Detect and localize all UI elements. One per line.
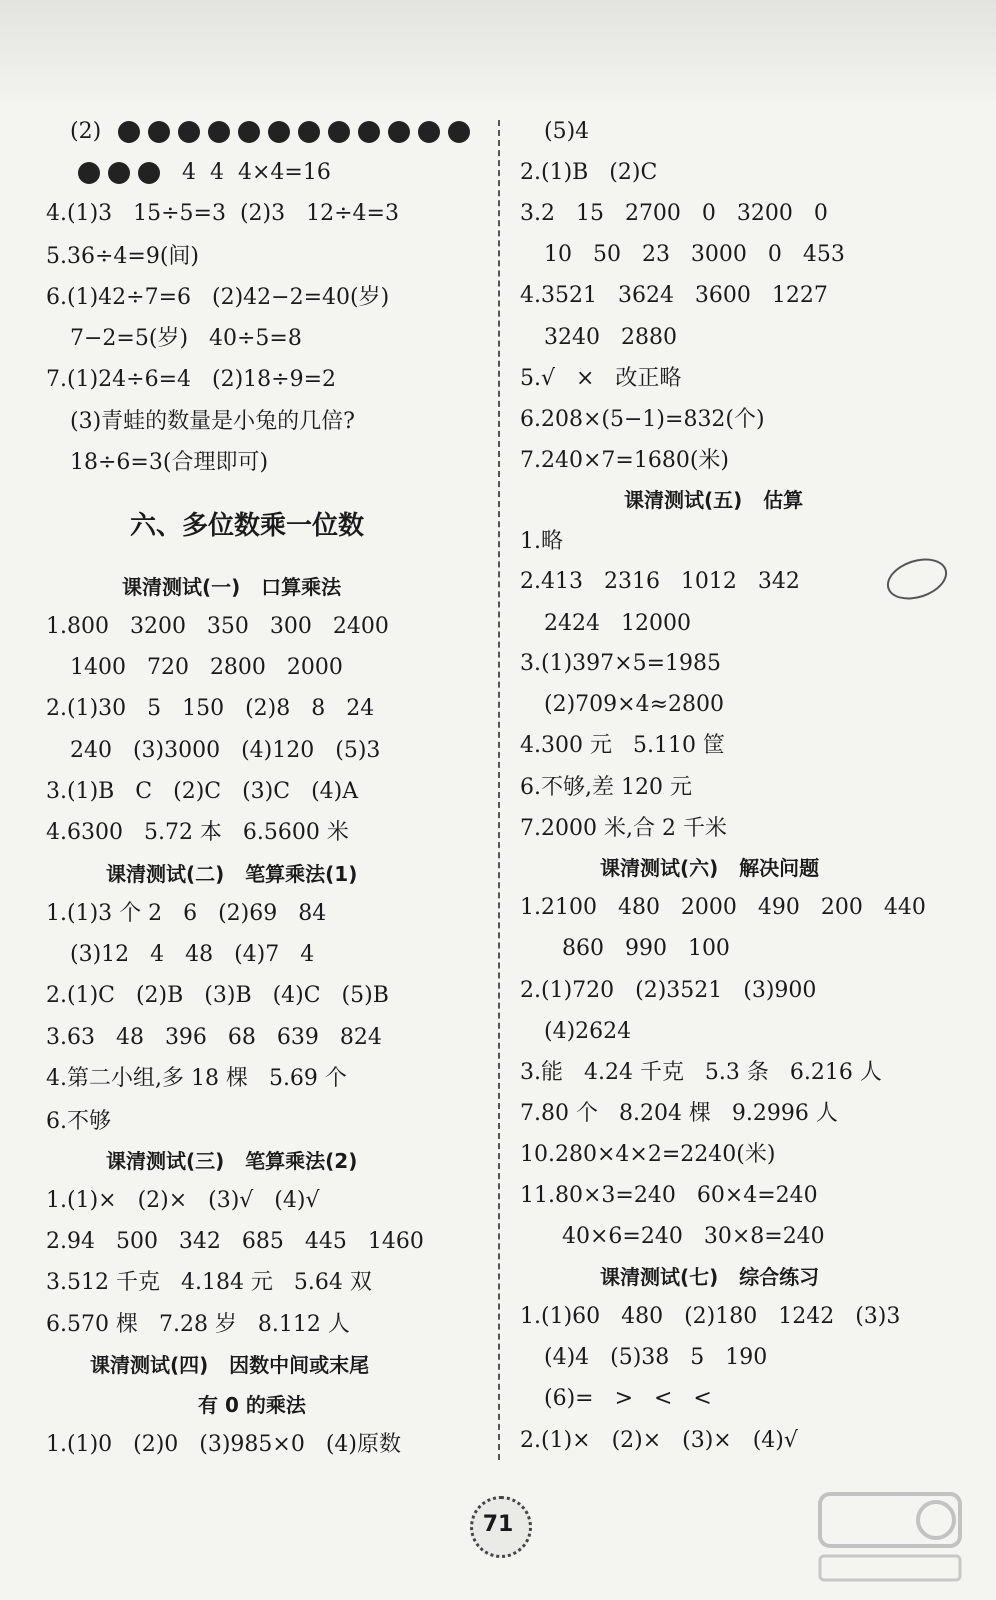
answer-line: 7.240×7=1680(米) <box>520 448 730 473</box>
answer-line: 6.(1)42÷7=6 (2)42−2=40(岁) <box>46 285 390 310</box>
answer-line: (4)2624 <box>544 1019 632 1044</box>
answer-line: 1.2100 480 2000 490 200 440 <box>520 895 926 920</box>
dot-icon <box>388 121 410 143</box>
answer-line: (5)4 <box>544 119 590 144</box>
dot-icon <box>118 121 140 143</box>
answer-line: 4.300 元 5.110 筐 <box>520 733 725 758</box>
dot-icon <box>418 121 440 143</box>
answer-line: 6.不够,差 120 元 <box>520 775 692 800</box>
dot-icon <box>78 162 100 184</box>
dot-icon <box>238 121 260 143</box>
dots-label: (2) <box>70 119 102 144</box>
page-number-text: 71 <box>482 1511 514 1537</box>
answer-line: 1.(1)3 个 2 6 (2)69 84 <box>46 901 327 926</box>
dot-icon <box>328 121 350 143</box>
answer-line: 10.280×4×2=2240(米) <box>520 1142 776 1167</box>
dot-icon <box>358 121 380 143</box>
dots-row-2 <box>78 158 168 188</box>
answer-line: 3.2 15 2700 0 3200 0 <box>520 201 828 226</box>
answer-line: 3.(1)B C (2)C (3)C (4)A <box>46 779 359 804</box>
answer-line: 1400 720 2800 2000 <box>70 655 343 680</box>
answer-line: 3.63 48 396 68 639 824 <box>46 1025 382 1050</box>
dot-icon <box>108 162 130 184</box>
answer-line: (4)4 (5)38 5 190 <box>544 1345 768 1370</box>
answer-line: 4.(1)3 15÷5=3 (2)3 12÷4=3 <box>46 201 399 226</box>
answer-line: 11.80×3=240 60×4=240 <box>520 1183 818 1208</box>
answer-line: 2.(1)720 (2)3521 (3)900 <box>520 978 817 1003</box>
answer-line: 2.(1)30 5 150 (2)8 8 24 <box>46 696 375 721</box>
answer-line: 2.(1)B (2)C <box>520 160 658 185</box>
answer-line: 1.800 3200 350 300 2400 <box>46 614 389 639</box>
answer-line: 2424 12000 <box>544 611 691 636</box>
section-title: 六、多位数乘一位数 <box>130 511 365 541</box>
column-divider <box>498 120 500 1460</box>
answer-line: 3.能 4.24 千克 5.3 条 6.216 人 <box>520 1060 882 1085</box>
answer-line: 7−2=5(岁) 40÷5=8 <box>70 326 302 351</box>
answer-line: 1.(1)× (2)× (3)√ (4)√ <box>46 1188 320 1213</box>
answer-line: 5.√ × 改正略 <box>520 366 682 391</box>
test-heading: 课清测试(一) 口算乘法 <box>122 575 342 599</box>
answer-line: (3)青蛙的数量是小兔的几倍? <box>70 409 355 434</box>
answer-line: 1.(1)60 480 (2)180 1242 (3)3 <box>520 1304 901 1329</box>
answer-line: 240 (3)3000 (4)120 (5)3 <box>70 738 381 763</box>
test-heading: 课清测试(四) 因数中间或末尾 <box>90 1353 370 1377</box>
answer-line: 5.36÷4=9(间) <box>46 244 200 269</box>
answer-line: 1.(1)0 (2)0 (3)985×0 (4)原数 <box>46 1432 401 1457</box>
dot-icon <box>298 121 320 143</box>
answer-line: 2.(1)× (2)× (3)× (4)√ <box>520 1428 798 1453</box>
test-heading: 课清测试(三) 笔算乘法(2) <box>106 1149 358 1173</box>
page-number <box>462 1494 534 1554</box>
answer-line: 3.512 千克 4.184 元 5.64 双 <box>46 1270 372 1295</box>
answer-line: 6.570 棵 7.28 岁 8.112 人 <box>46 1312 350 1337</box>
answer-line: 40×6=240 30×8=240 <box>562 1224 825 1249</box>
answer-line: 3.(1)397×5=1985 <box>520 651 721 676</box>
dot-icon <box>208 121 230 143</box>
test-heading: 课清测试(六) 解决问题 <box>600 856 820 880</box>
test-heading: 课清测试(七) 综合练习 <box>600 1265 820 1289</box>
answer-line: 2.(1)C (2)B (3)B (4)C (5)B <box>46 983 389 1008</box>
answer-line: 860 990 100 <box>562 936 730 961</box>
answer-line: (2)709×4≈2800 <box>544 692 725 717</box>
answer-line: 7.(1)24÷6=4 (2)18÷9=2 <box>46 367 337 392</box>
dot-icon <box>268 121 290 143</box>
answer-line: 2.413 2316 1012 342 <box>520 569 800 594</box>
answer-line: 6.不够 <box>46 1109 111 1134</box>
answer-line: 7.2000 米,合 2 千米 <box>520 816 727 841</box>
test-heading: 课清测试(五) 估算 <box>624 488 804 512</box>
dot-icon <box>148 121 170 143</box>
answer-line: 2.94 500 342 685 445 1460 <box>46 1229 424 1254</box>
answer-line: 6.208×(5−1)=832(个) <box>520 407 765 432</box>
test-heading-cont: 有 0 的乘法 <box>198 1393 306 1417</box>
answer-line: 4.第二小组,多 18 棵 5.69 个 <box>46 1066 347 1091</box>
answer-line: (3)12 4 48 (4)7 4 <box>70 942 315 967</box>
watermark-logo-icon <box>810 1482 970 1592</box>
answer-line: 7.80 个 8.204 棵 9.2996 人 <box>520 1101 838 1126</box>
page-top-shading <box>0 0 996 110</box>
dot-icon <box>138 162 160 184</box>
answer-line: (6)= > < < <box>544 1386 712 1411</box>
stamp-icon <box>882 551 953 606</box>
answer-line: 4.6300 5.72 本 6.5600 米 <box>46 820 349 845</box>
test-heading: 课清测试(二) 笔算乘法(1) <box>106 862 358 886</box>
answer-line: 18÷6=3(合理即可) <box>70 450 269 475</box>
answer-line: 4.3521 3624 3600 1227 <box>520 283 828 308</box>
dot-icon <box>178 121 200 143</box>
dots-row-1 <box>118 117 478 147</box>
answer-line: 3240 2880 <box>544 325 677 350</box>
answer-line: 10 50 23 3000 0 453 <box>544 242 845 267</box>
answer-line: 1.略 <box>520 529 563 554</box>
answer-line: 4 4 4×4=16 <box>182 160 331 185</box>
dot-icon <box>448 121 470 143</box>
